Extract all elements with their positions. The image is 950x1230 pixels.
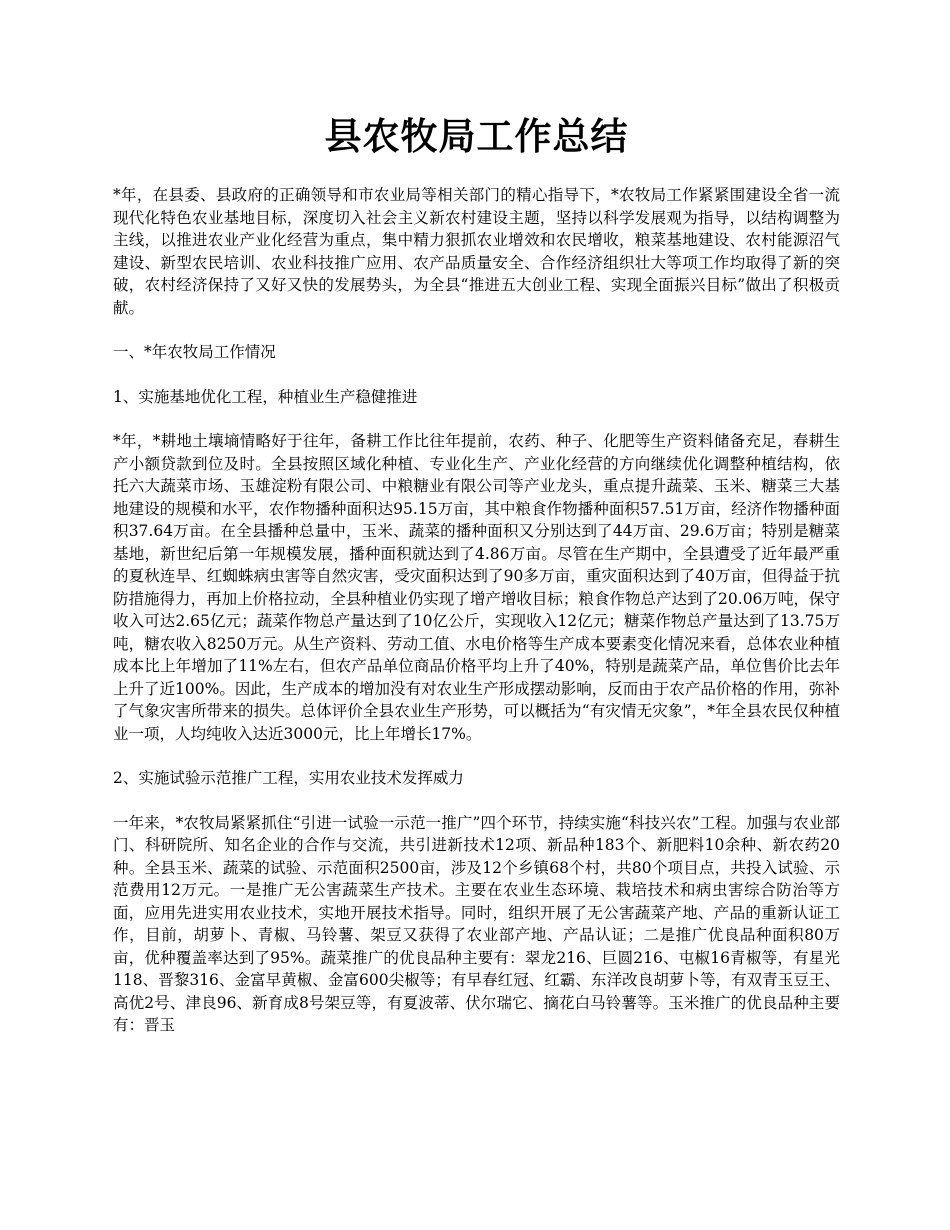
section-heading-1: 一、*年农牧局工作情况 [113,343,276,361]
subsection-heading-1: 1、实施基地优化工程，种植业生产稳健推进 [113,387,418,406]
subsection-body-1: *年，*耕地土壤墒情略好于往年，备耕工作比往年提前，农药、种子、化肥等生产资料储备充足，春耕生产小额贷款到位及时。全县按照区域化种植、专业化生产、产业化经营的方向继续优化调整种植结构，依托六大蔬菜市场、玉雄淀粉有限公司、中粮糖业有限公司等产业龙头，重点提升蔬菜、玉米、糖菜三大基地建设的规模和水平，农作物播种面积达95.15万亩，其中粮食作物播种面积57.51万亩，经济作物播种面积37.64万亩。在全县播种总量中，玉米、蔬菜的播种面积又分别达到了44万亩、29.6万亩；特别是糖菜基地，新世纪后第一年规模发展，播种面积就达到了4.86万亩。尽管在生产期中，全县遭受了近年最严重的夏秋连旱、红蜘蛛病虫害等自然灾害，受灾面积达到了90多万亩，重灾面积达到了40万亩，但得益于抗防措施得力，再加上价格拉动，全县种植业仍实现了增产增收目标；粮食作物总产达到了20.06万吨，保守收入可达2.65亿元；蔬菜作物总产量达到了10亿公斤，实现收入12亿元；糖菜作物总产量达到了13.75万吨，糖农收入8250万元。从生产资料、劳动工值、水电价格等生产成本要素变化情况来看，总体农业种植成本比上年增加了11%左右，但农产品单位商品价格平均上升了40%，特别是蔬菜产品，单位售价比去年上升了近100%。因此，生产成本的增加没有对农业生产形成摆动影响，反而由于农产品价格的作用，弥补了气象灾害所带来的损失。总体评价全县农业生产形势，可以概括为“有灾情无灾象”，*年全县农民仅种植业一项，人均纯收入达近3000元，比上年增长17%。 [113,432,840,743]
subsection-heading-2: 2、实施试验示范推广工程，实用农业技术发挥威力 [113,769,464,787]
subsection-body-2: 一年来，*农牧局紧紧抓住“引进一试验一示范一推广”四个环节，持续实施“科技兴农”工程。加强与农业部门、科研院所、知名企业的合作与交流，共引进新技术12项、新品种183个、新肥料10余种、新农药20种。全县玉米、蔬菜的试验、示范面积2500亩，涉及12个乡镇68个村，共80个项目点，共投入试验、示范费用12万元。一是推广无公害蔬菜生产技术。主要在农业生态环境、栽培技术和病虫害综合防治等方面，应用先进实用农业技术，实地开展技术指导。同时，组织开展了无公害蔬菜产地、产品的重新认证工作，目前，胡萝卜、青椒、马铃薯、架豆又获得了农业部产地、产品认证；二是推广优良品种面积80万亩，优种覆盖率达到了95%。蔬菜推广的优良品种主要有：翠龙216、巨圆216、屯椒16青椒等，有星光118、晋黎316、金富早黄椒、金富600尖椒等；有早春红冠、红霸、东洋改良胡萝卜等，有双青玉豆王、高优2号、津良96、新育成8号架豆等，有夏波蒂、伏尔瑞它、摘花白马铃薯等。玉米推广的优良品种主要有：晋玉 [113,813,840,1034]
document-title: 县农牧局工作总结 [324,114,629,158]
intro-paragraph: *年，在县委、县政府的正确领导和市农业局等相关部门的精心指导下，*农牧局工作紧紧围建设全省一流现代化特色农业基地目标，深度切入社会主义新农村建设主题，坚持以科学发展观为指导，以结构调整为主线，以推进农业产业化经营为重点，集中精力狠抓农业增效和农民增收，粮菜基地建设、农村能源沼气建设、新型农民培训、农业科技推广应用、农产品质量安全、合作经济组织壮大等项工作均取得了新的突破，农村经济保持了又好又快的发展势头，为全县“推进五大创业工程、实现全面振兴目标”做出了积极贡献。 [113,186,840,317]
document-page [113,108,840,1059]
